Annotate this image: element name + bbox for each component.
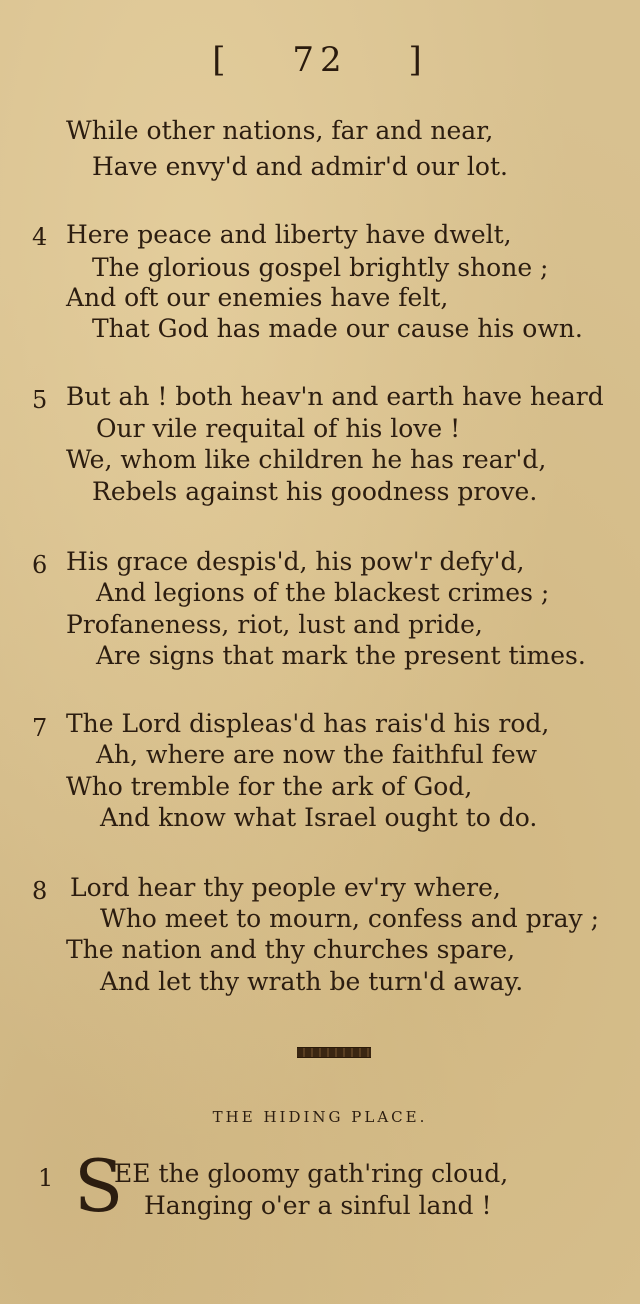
verse-line: Are signs that mark the present times. xyxy=(96,641,586,670)
verse-line: Here peace and liberty have dwelt, xyxy=(66,220,512,249)
verse-line: We, whom like children he has rear'd, xyxy=(66,445,547,474)
left-bracket: [ xyxy=(212,40,232,80)
stanza-number: 6 xyxy=(32,551,48,579)
verse-line: Profaneness, riot, lust and pride, xyxy=(66,610,483,639)
stanza-number: 7 xyxy=(32,714,48,742)
verse-line: Have envy'd and admir'd our lot. xyxy=(92,152,508,181)
verse-line: The Lord displeas'd has rais'd his rod, xyxy=(66,709,550,738)
verse-line: The nation and thy churches spare, xyxy=(66,935,516,964)
verse-line: While other nations, far and near, xyxy=(66,116,494,145)
verse-line: Hanging o'er a sinful land ! xyxy=(144,1191,492,1220)
verse-line: And legions of the blackest crimes ; xyxy=(96,578,550,607)
stanza-number: 5 xyxy=(32,386,48,414)
verse-line: Who meet to mourn, confess and pray ; xyxy=(100,904,600,933)
verse-line: And oft our enemies have felt, xyxy=(66,283,449,312)
verse-line: But ah ! both heav'n and earth have heard xyxy=(66,382,604,411)
verse-line: The glorious gospel brightly shone ; xyxy=(92,253,549,282)
section-divider-ornament xyxy=(297,1047,371,1058)
verse-line: And let thy wrath be turn'd away. xyxy=(100,967,524,996)
verse-line: Ah, where are now the faithful few xyxy=(96,740,538,769)
page-header xyxy=(0,40,640,80)
verse-line: His grace despis'd, his pow'r defy'd, xyxy=(66,547,525,576)
verse-line: And know what Israel ought to do. xyxy=(100,803,538,832)
stanza-number: 1 xyxy=(38,1164,54,1192)
page-number: 72 xyxy=(292,40,348,80)
verse-line: Lord hear thy people ev'ry where, xyxy=(70,873,501,902)
verse-line: Who tremble for the ark of God, xyxy=(66,772,473,801)
verse-line: EE the gloomy gath'ring cloud, xyxy=(114,1159,509,1188)
stanza-number: 8 xyxy=(32,877,48,905)
right-bracket: ] xyxy=(408,40,428,80)
hymn-title: THE HIDING PLACE. xyxy=(212,1108,428,1126)
drop-cap: S xyxy=(74,1144,124,1228)
verse-line: That God has made our cause his own. xyxy=(92,314,583,343)
verse-line: Our vile requital of his love ! xyxy=(96,414,461,443)
verse-line: Rebels against his goodness prove. xyxy=(92,477,538,506)
stanza-number: 4 xyxy=(32,223,48,251)
